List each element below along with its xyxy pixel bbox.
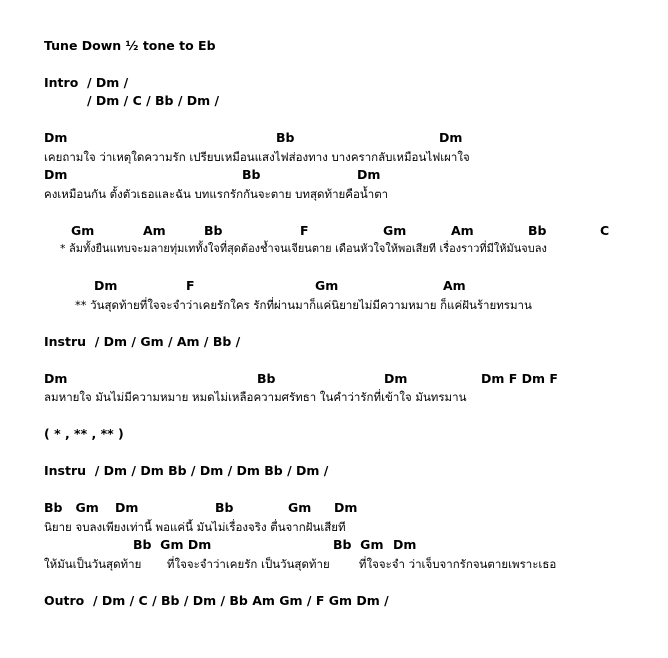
intro-line-1: Intro / Dm / [44, 75, 129, 90]
chord: Bb Gm Dm [133, 537, 212, 552]
chord: Gm [315, 278, 339, 293]
lyric-line: ลมหายใจ มันไม่มีความหมาย หมดไม่เหลือความศรัทธา ในคำว่ารักที่เข้าใจ มันทรมาน [44, 390, 467, 404]
chord: Bb [257, 371, 276, 386]
chord: Bb [204, 223, 223, 238]
outro-line: Outro / Dm / C / Bb / Dm / Bb Am Gm / F Gm Dm / [44, 593, 389, 608]
intro-line-2: / Dm / C / Bb / Dm / [87, 93, 220, 108]
chord: Bb [242, 167, 261, 182]
chord: Gm [383, 223, 407, 238]
chord: Bb Gm [44, 500, 99, 515]
lyric-line: * ล้มทั้งยืนแทบจะมลายทุ่มเททั้งใจที่สุดต้องช้ำจนเจียนตาย เดือนหัวใจให้พอเสียที เรื่องราวที่มีให้มันจบลง [60, 242, 547, 255]
chord: Am [443, 278, 466, 293]
lyric-line: นิยาย จบลงเพียงเท่านี้ พอแค่นี้ มันไม่เรื่องจริง ตื่นจากฝันเสียที [44, 520, 346, 534]
chord: Bb [528, 223, 547, 238]
chord: Bb [276, 130, 295, 145]
lyric-line: ให้มันเป็นวันสุดท้าย ที่ใจจะจำว่าเคยรัก เป็นวันสุดท้าย ที่ใจจะจำ ว่าเจ็บจากรักจนตายเพราะเธอ [44, 557, 557, 571]
repeat-marker: ( * , ** , ** ) [44, 426, 124, 441]
chord: Dm [44, 371, 68, 386]
lyric-line: ** วันสุดท้ายที่ใจจะจำว่าเคยรักใคร รักที่ผ่านมาก็แค่นิยายไม่มีความหมาย ก็แค่ฝันร้ายทรมาน [75, 298, 532, 312]
chord: Dm [393, 537, 417, 552]
lyric-line: เคยถามใจ ว่าเหตุใดความรัก เปรียบเหมือนแสงไฟส่องทาง บางครากลับเหมือนไฟเผาใจ [44, 150, 470, 164]
chord: C [600, 223, 610, 238]
lyric-line: คงเหมือนกัน ตั้งตัวเธอและฉัน บทแรกรักกันจะตาย บทสุดท้ายคือน้ำตา [44, 187, 389, 201]
chord: F [300, 223, 309, 238]
chord: Bb Gm [333, 537, 384, 552]
chord: Dm [115, 500, 139, 515]
chord: Gm [71, 223, 95, 238]
chord: Dm F Dm F [481, 371, 558, 386]
chord: Dm [439, 130, 463, 145]
chord: Am [143, 223, 166, 238]
instrumental-line: Instru / Dm / Dm Bb / Dm / Dm Bb / Dm / [44, 463, 329, 478]
instrumental-line: Instru / Dm / Gm / Am / Bb / [44, 334, 241, 349]
chord: Dm [334, 500, 358, 515]
chord: F [186, 278, 195, 293]
chord: Bb [215, 500, 234, 515]
tuning-note: Tune Down ½ tone to Eb [44, 38, 216, 53]
chord: Dm [384, 371, 408, 386]
chord: Dm [357, 167, 381, 182]
chord: Am [451, 223, 474, 238]
chord: Gm [288, 500, 312, 515]
chord: Dm [44, 167, 68, 182]
chord: Dm [44, 130, 68, 145]
chord: Dm [94, 278, 118, 293]
